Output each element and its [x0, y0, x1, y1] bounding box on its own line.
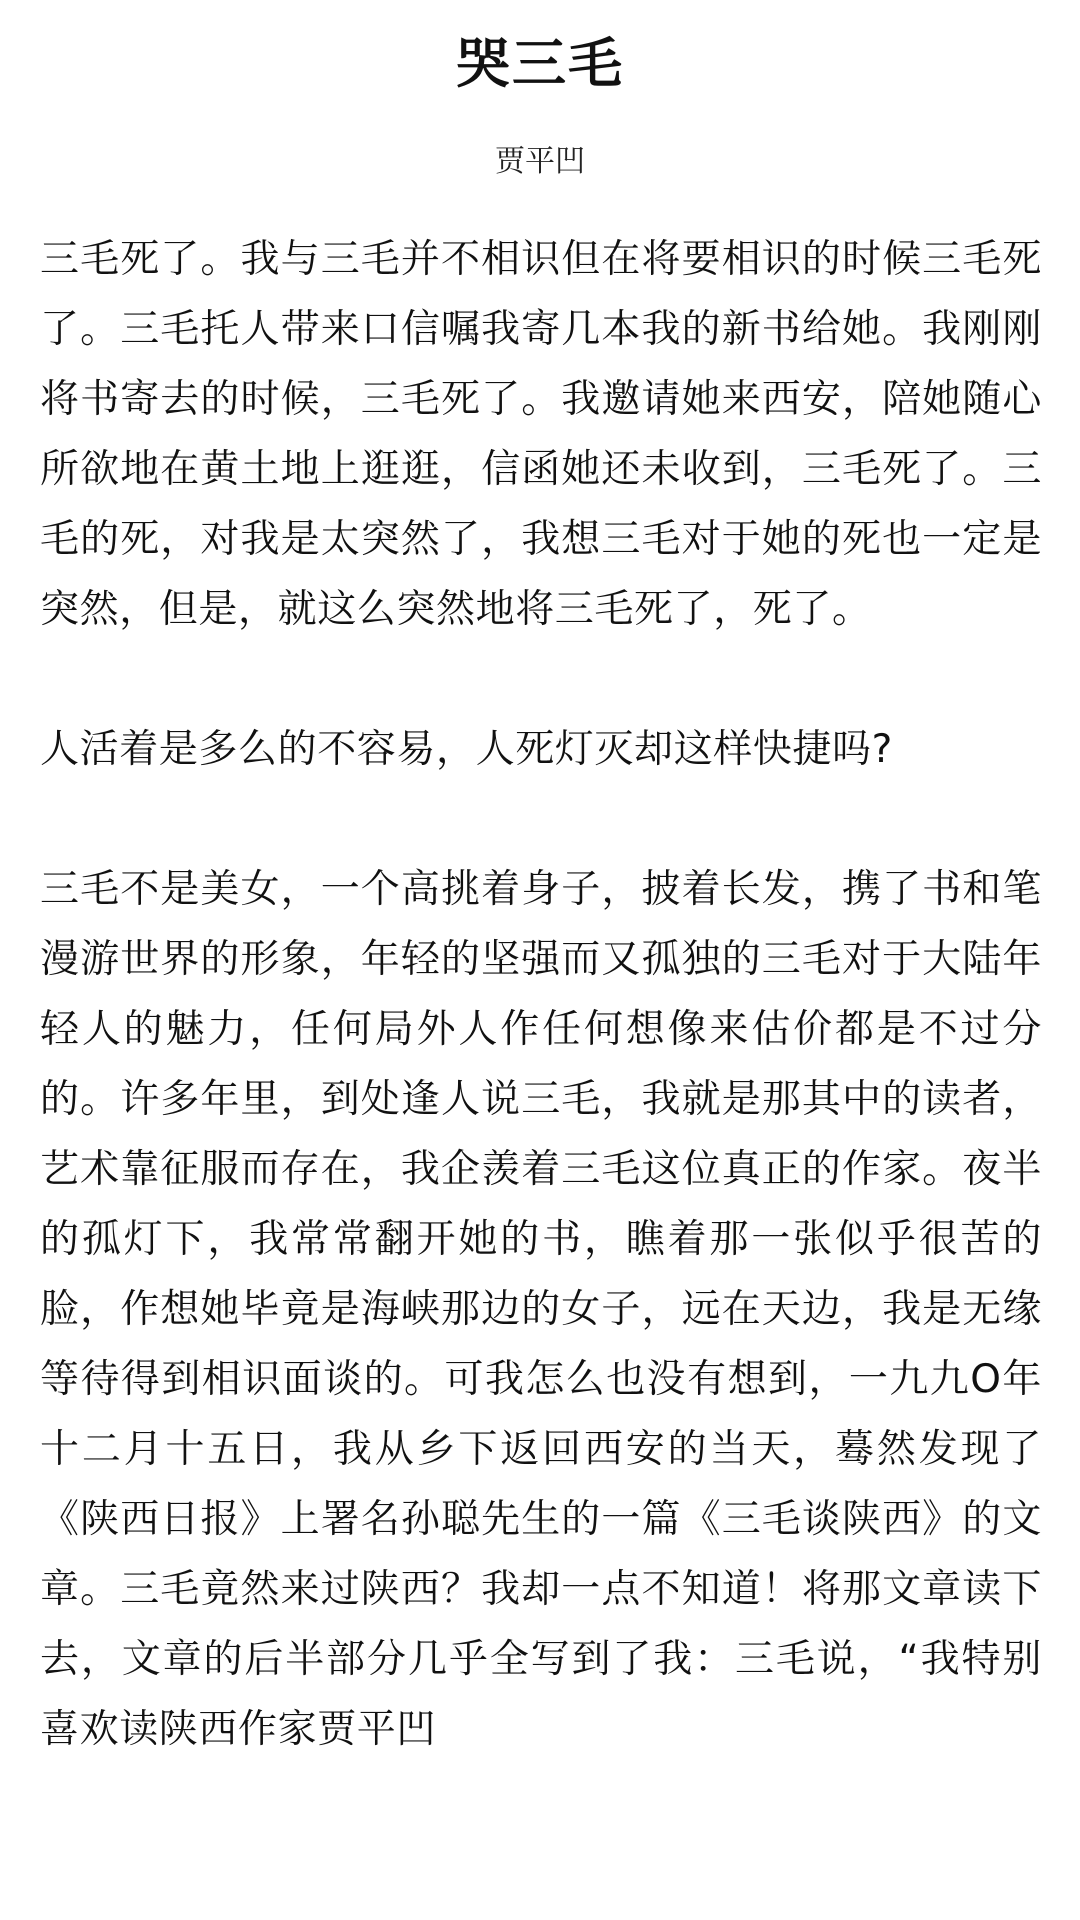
- article-title: 哭三毛: [456, 32, 624, 95]
- article-body: [40, 225, 1042, 1765]
- paragraph-2: 人活着是多么的不容易，人死灯灭却这样快捷吗?: [40, 727, 893, 772]
- article-author: 贾平凹: [495, 144, 585, 179]
- paragraph-3: 三毛不是美女，一个高挑着身子，披着长发，携了书和笔漫游世界的形象，年轻的坚强而又孤独的三毛对于大陆年轻人的魅力，任何局外人作任何想像来估价都是不过分的。许多年里，到处逢人说三毛，我就是那其中的读者，艺术靠征服而存在，我企羡着三毛这位真正的作家。夜半的孤灯下，我常常翻开她的书，瞧着那一张似乎很苦的脸，作想她毕竟是海峡那边的女子，远在天边，我是无缘等待得到相识面谈的。可我怎么也没有想到，一九九O年十二月十五日，我从乡下返回西安的当天，蓦然发现了《陕西日报》上署名孙聪先生的一篇《三毛谈陕西》的文章。三毛竟然来过陕西？我却一点不知道！将那文章读下去，文章的后半部分几乎全写到了我：三毛说，“我特别喜欢读陕西作家贾平凹: [40, 867, 1042, 1752]
- paragraph-1: 三毛死了。我与三毛并不相识但在将要相识的时候三毛死了。三毛托人带来口信嘱我寄几本我的新书给她。我刚刚将书寄去的时候，三毛死了。我邀请她来西安，陪她随心所欲地在黄土地上逛逛，信函她还未收到，三毛死了。三毛的死，对我是太突然了，我想三毛对于她的死也一定是突然，但是，就这么突然地将三毛死了，死了。: [40, 237, 1042, 632]
